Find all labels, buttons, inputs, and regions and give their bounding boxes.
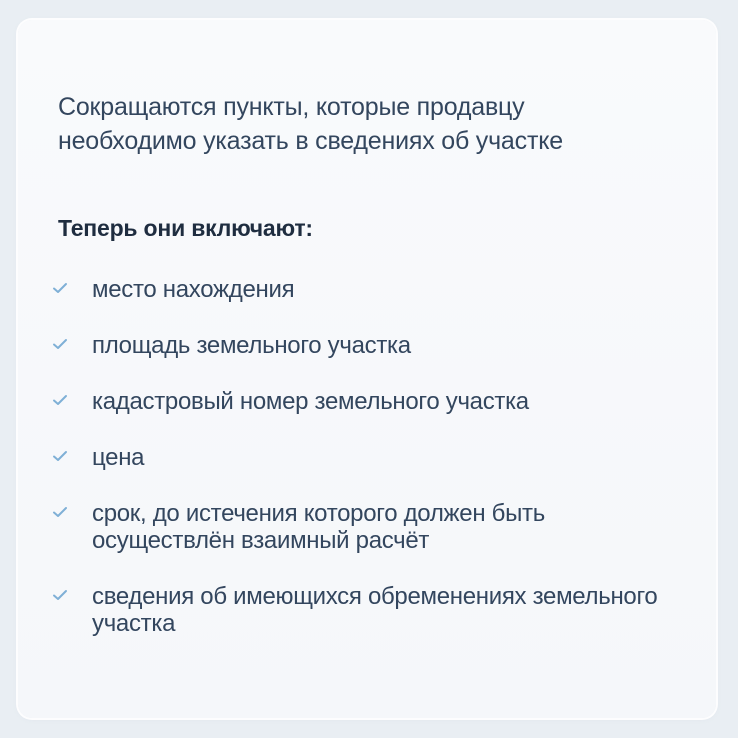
list-item: [52, 444, 672, 471]
check-icon: [52, 449, 68, 463]
list-heading: Теперь они включают:: [58, 215, 313, 241]
list-item: [52, 332, 672, 359]
intro-text: Сокращаются пункты, которые продавцу необходимо указать в сведениях об участке: [58, 93, 563, 155]
list-item-text: срок, до истечения которого должен быть осуществлён взаимный расчёт: [92, 500, 545, 554]
check-icon: [52, 588, 68, 602]
check-icon: [52, 337, 68, 351]
list-item: [52, 276, 672, 303]
check-icon: [52, 393, 68, 407]
list-item-text: сведения об имеющихся обременениях земельного участка: [92, 583, 658, 637]
requirements-list: [52, 276, 672, 666]
list-item-text: площадь земельного участка: [92, 332, 411, 359]
check-icon: [52, 505, 68, 519]
list-item: [52, 500, 672, 554]
list-item-text: цена: [92, 444, 145, 471]
list-item-text: кадастровый номер земельного участка: [92, 388, 529, 415]
list-item: [52, 583, 672, 637]
list-item: [52, 388, 672, 415]
check-icon: [52, 281, 68, 295]
list-item-text: место нахождения: [92, 276, 295, 303]
info-card: [18, 20, 716, 718]
